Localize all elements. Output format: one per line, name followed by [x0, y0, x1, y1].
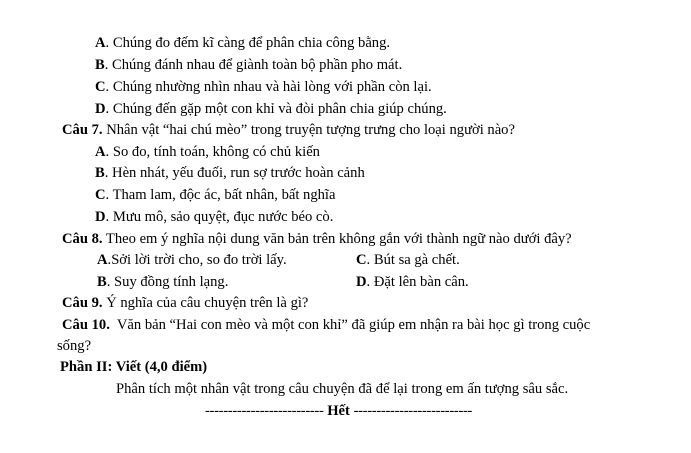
option-letter: A [95, 144, 106, 160]
question-label: Câu 7. [62, 122, 103, 138]
option-letter: A [97, 252, 108, 268]
question-label: Câu 10. [62, 317, 110, 333]
option-text: . Chúng đo đếm kĩ càng để phân chia công bằng. [105, 35, 391, 51]
option-text: . Mưu mô, sảo quyệt, đục nước béo cò. [105, 209, 334, 225]
prev-option-a [95, 34, 390, 52]
prev-option-d [95, 100, 447, 118]
option-text: . Bút sa gà chết. [366, 252, 460, 268]
option-letter: B [97, 274, 107, 290]
option-text: . Chúng đến gặp một con khỉ và đòi phân chia giúp chúng. [105, 101, 447, 117]
question-9 [62, 294, 308, 312]
option-letter: B [95, 165, 105, 181]
question-label: Câu 8. [62, 231, 103, 247]
option-text: . Tham lam, độc ác, bất nhân, bất nghĩa [105, 187, 336, 203]
question-text: Văn bản “Hai con mèo và một con khỉ” đã giúp em nhận ra bài học gì trong cuộc [109, 317, 591, 333]
question-8 [62, 230, 572, 248]
q7-option-a [95, 143, 320, 161]
question-label: Câu 9. [62, 295, 103, 311]
question-10-continuation: sống? [57, 338, 92, 354]
end-label: Hết [323, 403, 354, 419]
dash-rule: -------------------------- [353, 403, 473, 419]
option-letter: A [95, 35, 106, 51]
q7-option-c [95, 186, 335, 204]
option-text: . So đo, tính toán, không có chủ kiến [105, 144, 320, 160]
option-text: . Suy đồng tính lạng. [106, 274, 229, 290]
prev-option-c [95, 78, 432, 96]
q8-option-a [97, 251, 287, 269]
option-text: . Chúng đánh nhau để giành toàn bộ phần pho mát. [104, 57, 403, 73]
q7-option-b [95, 164, 365, 182]
writing-prompt: Phân tích một nhân vật trong câu chuyện đã để lại trong em ấn tượng sâu sắc. [116, 381, 569, 397]
option-letter: B [95, 57, 105, 73]
end-marker [205, 402, 472, 420]
q8-option-d [356, 273, 469, 291]
option-text: . Chúng nhường nhìn nhau và hài lòng với phần còn lại. [105, 79, 432, 95]
option-letter: C [356, 252, 367, 268]
option-letter: D [95, 209, 106, 225]
dash-rule: -------------------------- [205, 403, 324, 419]
option-text: .Sởi lời trời cho, so đo trời lấy. [107, 252, 287, 268]
section-title: Phần II: Viết (4,0 điểm) [60, 359, 208, 375]
question-text: Nhân vật “hai chú mèo” trong truyện tượng trưng cho loại người nào? [102, 122, 515, 138]
question-text: Theo em ý nghĩa nội dung văn bản trên không gắn với thành ngữ nào dưới đây? [102, 231, 572, 247]
option-letter: D [356, 274, 367, 290]
q8-option-b [97, 273, 228, 291]
question-text: Ý nghĩa của câu chuyện trên là gì? [102, 295, 309, 311]
option-text: . Hèn nhát, yếu đuối, run sợ trước hoàn cảnh [104, 165, 365, 181]
question-7 [62, 121, 515, 139]
option-letter: D [95, 101, 106, 117]
option-text: . Đặt lên bàn cân. [366, 274, 469, 290]
option-letter: C [95, 187, 106, 203]
q8-option-c [356, 251, 460, 269]
prev-option-b [95, 56, 402, 74]
question-10 [62, 316, 590, 334]
q7-option-d [95, 208, 333, 226]
option-letter: C [95, 79, 106, 95]
